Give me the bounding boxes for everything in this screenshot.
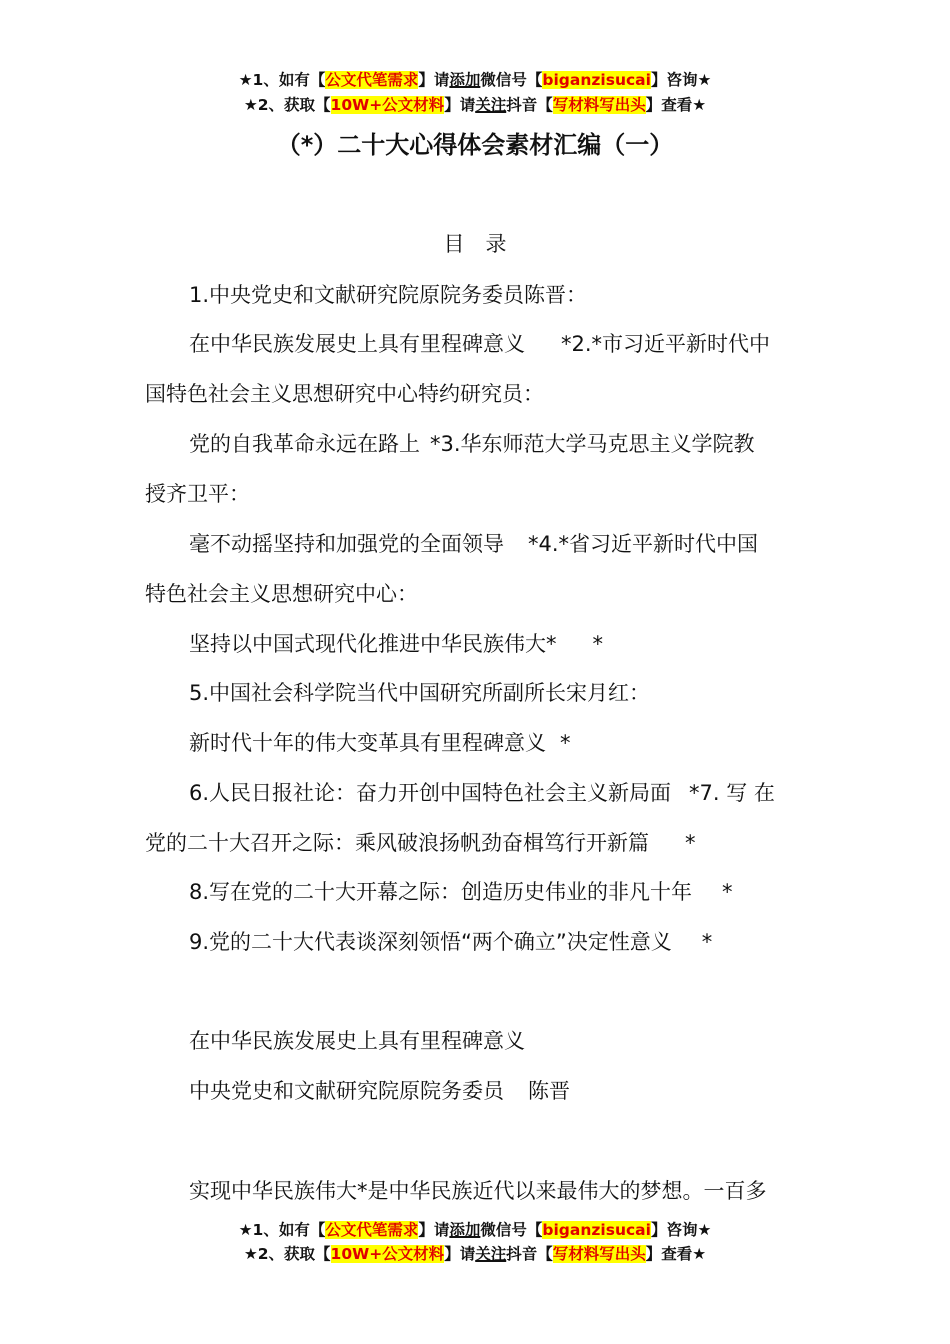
ad-douyin-id: 写材料写出头 bbox=[552, 1245, 646, 1263]
document-title: （*）二十大心得体会素材汇编（一） bbox=[276, 131, 674, 159]
footer-ad-line-1 bbox=[0, 1218, 950, 1242]
toc-text: 在中华民族发展史上具有里程碑意义 bbox=[189, 332, 525, 356]
ad-emphasis: 关注 bbox=[475, 96, 507, 114]
toc-text: 8.写在党的二十大开幕之际：创造历史伟业的非凡十年 bbox=[189, 880, 693, 904]
toc-line bbox=[189, 926, 807, 958]
toc-line: 特色社会主义思想研究中心： bbox=[145, 582, 418, 606]
toc-heading: 目 录 bbox=[443, 232, 507, 256]
ad-highlight: 10W+公文材料 bbox=[330, 96, 445, 114]
ad-text: 微信号【 bbox=[480, 71, 543, 89]
ad-highlight: 公文代笔需求 bbox=[325, 71, 419, 89]
ad-emphasis: 添加 bbox=[449, 71, 481, 89]
toc-line bbox=[189, 876, 807, 908]
ad-highlight: 10W+公文材料 bbox=[330, 1245, 445, 1263]
toc-line bbox=[189, 727, 807, 759]
header-ad-line-1 bbox=[0, 68, 950, 92]
toc-text: 党的自我革命永远在路上 bbox=[189, 432, 420, 456]
header-ad-line-2 bbox=[0, 93, 950, 117]
toc-text: 毫不动摇坚持和加强党的全面领导 bbox=[189, 532, 504, 556]
toc-text: 6.人民日报社论：奋力开创中国特色社会主义新局面 bbox=[189, 781, 672, 805]
toc-line bbox=[189, 428, 807, 460]
ad-text: 抖音【 bbox=[506, 1245, 553, 1263]
toc-line bbox=[189, 328, 807, 360]
toc-line bbox=[189, 628, 807, 660]
ad-text: 】查看★ bbox=[645, 1245, 707, 1263]
ad-text: 】查看★ bbox=[645, 96, 707, 114]
ad-text: 】咨询★ bbox=[650, 1221, 712, 1239]
ad-text: 】请 bbox=[418, 1221, 450, 1239]
ad-text: ★1、如有【 bbox=[238, 71, 326, 89]
toc-line: 授齐卫平： bbox=[145, 482, 250, 506]
toc-text: *7. 写 在 bbox=[689, 781, 775, 805]
toc-line bbox=[189, 777, 807, 809]
byline-name: 陈晋 bbox=[528, 1079, 570, 1103]
ad-text: ★2、获取【 bbox=[243, 96, 331, 114]
footer-ad-line-2 bbox=[0, 1242, 950, 1266]
toc-text: *2.*市习近平新时代中 bbox=[561, 332, 771, 356]
ad-text: 】请 bbox=[444, 1245, 476, 1263]
toc-text: * bbox=[701, 930, 713, 954]
ad-text: 】咨询★ bbox=[650, 71, 712, 89]
toc-text: *3.华东师范大学马克思主义学院教 bbox=[430, 432, 755, 456]
toc-text: * bbox=[592, 632, 603, 656]
toc-line: 5.中国社会科学院当代中国研究所副所长宋月红： bbox=[189, 681, 651, 705]
toc-text: *4.*省习近平新时代中国 bbox=[528, 532, 759, 556]
toc-text: * bbox=[685, 831, 696, 855]
toc-line: 国特色社会主义思想研究中心特约研究员： bbox=[145, 382, 544, 406]
ad-douyin-id: 写材料写出头 bbox=[552, 96, 646, 114]
article-byline bbox=[189, 1075, 807, 1107]
toc-text: * bbox=[560, 731, 571, 755]
ad-emphasis: 添加 bbox=[449, 1221, 481, 1239]
toc-text: 坚持以中国式现代化推进中华民族伟大* bbox=[189, 632, 557, 656]
ad-text: 抖音【 bbox=[506, 96, 553, 114]
article-body-line: 实现中华民族伟大*是中华民族近代以来最伟大的梦想。一百多 bbox=[189, 1179, 767, 1203]
ad-wechat-id: biganzisucai bbox=[542, 71, 651, 89]
ad-wechat-id: biganzisucai bbox=[542, 1221, 651, 1239]
toc-line bbox=[145, 827, 807, 859]
ad-text: 微信号【 bbox=[480, 1221, 543, 1239]
toc-text: 9.党的二十大代表谈深刻领悟“两个确立”决定性意义 bbox=[189, 930, 672, 954]
article-title: 在中华民族发展史上具有里程碑意义 bbox=[189, 1029, 525, 1053]
ad-text: 】请 bbox=[444, 96, 476, 114]
ad-text: ★2、获取【 bbox=[243, 1245, 331, 1263]
ad-emphasis: 关注 bbox=[475, 1245, 507, 1263]
toc-line: 1.中央党史和文献研究院原院务委员陈晋： bbox=[189, 283, 588, 307]
ad-text: ★1、如有【 bbox=[238, 1221, 326, 1239]
toc-line bbox=[189, 528, 807, 560]
ad-highlight: 公文代笔需求 bbox=[325, 1221, 419, 1239]
toc-text: 新时代十年的伟大变革具有里程碑意义 bbox=[189, 731, 546, 755]
ad-text: 】请 bbox=[418, 71, 450, 89]
byline-org: 中央党史和文献研究院原院务委员 bbox=[189, 1079, 504, 1103]
toc-text: 党的二十大召开之际：乘风破浪扬帆劲奋楫笃行开新篇 bbox=[145, 831, 649, 855]
toc-text: * bbox=[722, 880, 733, 904]
